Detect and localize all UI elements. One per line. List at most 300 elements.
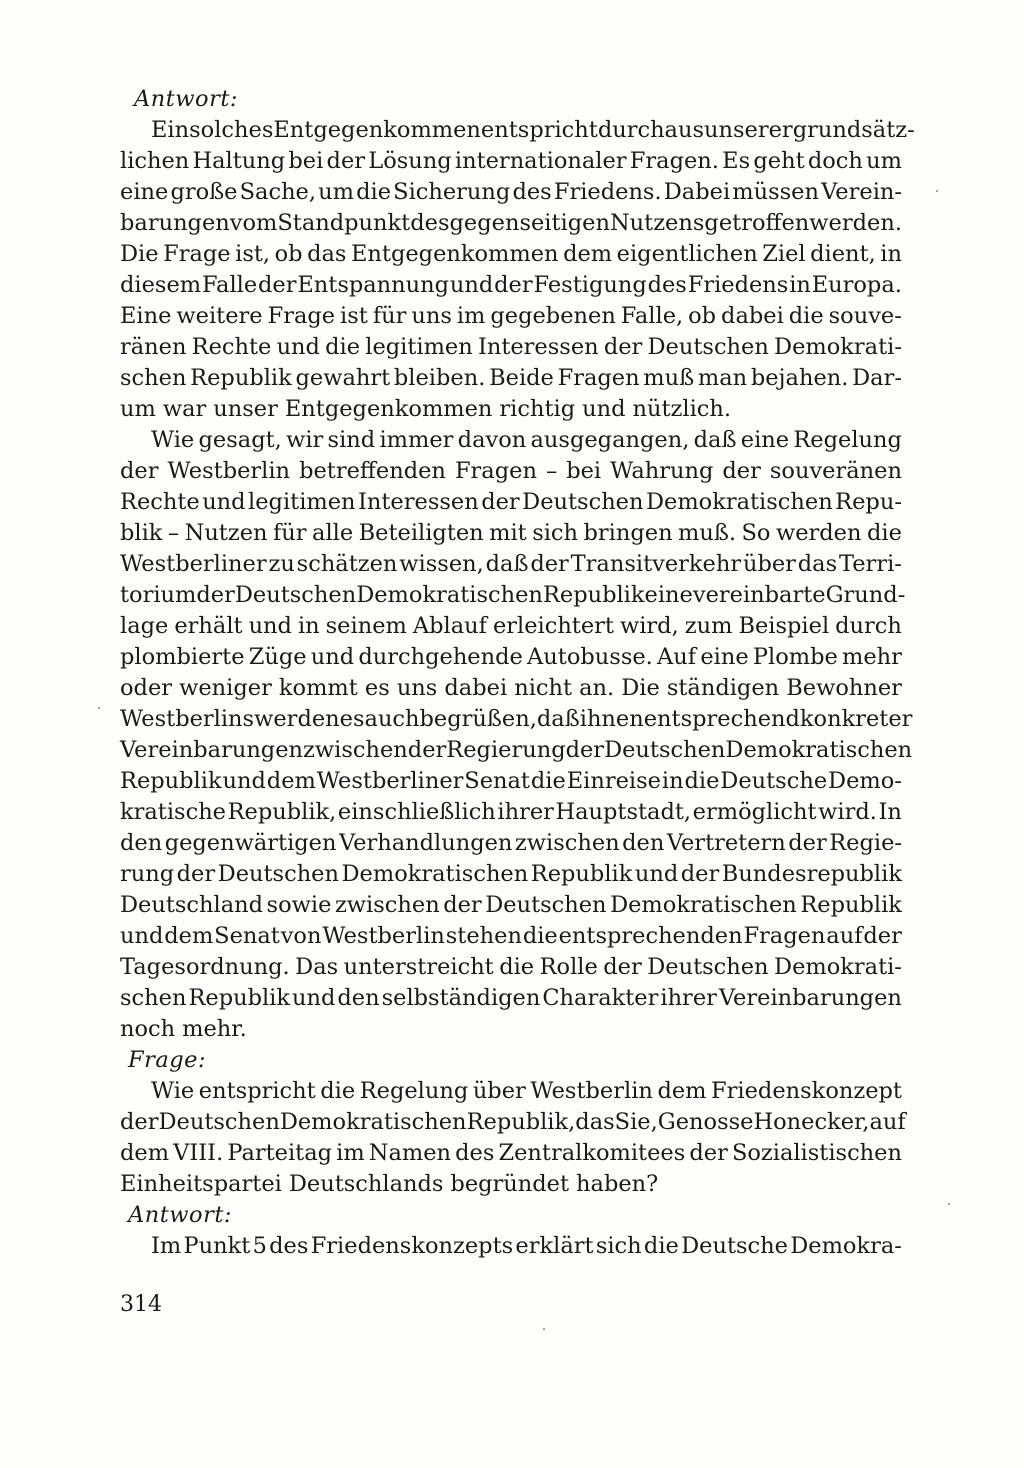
word: Genosse [657, 1109, 754, 1135]
text-line [120, 332, 902, 363]
word: von [280, 923, 322, 949]
word: zwischen [514, 830, 620, 856]
word: Deutschen [522, 489, 644, 515]
word: Demokratischen [279, 1109, 467, 1135]
word: Demokra- [790, 1233, 902, 1259]
word: zu [268, 551, 295, 577]
word: die [866, 520, 902, 546]
word: den [337, 985, 380, 1011]
word: und [449, 272, 494, 298]
word: plombierte [120, 644, 245, 670]
word: der [788, 830, 827, 856]
word: gegenseitigen [449, 210, 610, 236]
word: So [741, 520, 771, 546]
word: daß [693, 427, 737, 453]
word: davon [457, 427, 527, 453]
word: Friedenskonzept [711, 1078, 902, 1104]
word: Sie, [614, 1109, 658, 1135]
word: Interessen [477, 334, 599, 360]
word: Deutschen [158, 1109, 280, 1135]
word: der [494, 272, 533, 298]
word: Interessen [358, 489, 479, 515]
word: vom [229, 210, 278, 236]
word: Westberlin [530, 1078, 653, 1104]
word: Westberlin [322, 923, 445, 949]
word: Grund- [825, 582, 906, 608]
word: mehr [842, 644, 902, 670]
word: eine [120, 179, 169, 205]
word: um [866, 148, 902, 174]
word: durchgehende [358, 644, 523, 670]
paragraph [120, 115, 915, 425]
word: man [697, 365, 748, 391]
word: Sozialistischen [731, 1140, 902, 1166]
word: muß. [678, 520, 737, 546]
word: wird. [818, 799, 877, 825]
section-heading: Antwort: [128, 1202, 232, 1228]
word: Entspannung [297, 272, 450, 298]
word: Haltung [192, 148, 286, 174]
text-line [120, 394, 902, 425]
word: Die [621, 675, 660, 701]
word: Nutzen [184, 520, 268, 546]
text-line [120, 1107, 906, 1138]
word: daß [536, 706, 580, 732]
word: wir [286, 427, 324, 453]
word: für [272, 520, 307, 546]
word: In [878, 799, 902, 825]
word: die [522, 923, 558, 949]
word: Friedenskonzepts [310, 1233, 514, 1259]
word: Deutschen [604, 737, 726, 763]
word: mehr. [182, 1016, 247, 1042]
word: diesem [120, 272, 202, 298]
word: Wie [151, 427, 195, 453]
word: ausgegangen, [530, 427, 690, 453]
word: Rechte [191, 334, 272, 360]
word: der [565, 737, 605, 763]
word: ihrer [497, 799, 554, 825]
word: Fragen. [629, 148, 719, 174]
word: Beide [489, 365, 554, 391]
word: im [336, 1140, 365, 1166]
word: um [120, 396, 156, 422]
word: der [176, 861, 216, 887]
word: war [162, 396, 207, 422]
word: nützlich. [632, 396, 732, 422]
word: Beispiel [738, 613, 830, 639]
word: das [575, 1109, 615, 1135]
word: Westberlins [120, 706, 255, 732]
word: Republik [188, 985, 291, 1011]
word: internationaler [454, 148, 627, 174]
word: Republik [120, 768, 222, 794]
word: – [545, 458, 558, 484]
word: selbständigen [381, 985, 541, 1011]
word: immer [379, 427, 454, 453]
word: Senat [464, 768, 530, 794]
word: die [499, 954, 535, 980]
word: Republik [800, 892, 902, 918]
word: und [582, 396, 626, 422]
word: Terri- [838, 551, 902, 577]
word: ob [688, 303, 717, 329]
text-line [120, 797, 902, 828]
word: mit [489, 520, 527, 546]
word: ihrer [660, 985, 717, 1011]
word: stehen [445, 923, 522, 949]
word: sich [532, 520, 579, 546]
word: torium [120, 582, 197, 608]
word: dabei [721, 303, 784, 329]
text-line [120, 828, 902, 859]
word: zwischen [303, 737, 408, 763]
word: in [880, 241, 902, 267]
word: Die [120, 241, 159, 267]
word: Demo- [828, 768, 902, 794]
word: Vereinbarungen [120, 737, 304, 763]
word: den [120, 830, 163, 856]
word: bejahen. [750, 365, 849, 391]
word: die [684, 768, 720, 794]
word: entsprechenden [558, 923, 743, 949]
word: Transitverkehr [570, 551, 742, 577]
word: des [647, 272, 687, 298]
word: und [222, 768, 266, 794]
word: Punkt [183, 1233, 251, 1259]
word: Repu- [835, 489, 902, 515]
word: Regelung [359, 1078, 469, 1104]
word: über [742, 551, 796, 577]
text-line [120, 704, 913, 735]
word: uns [396, 675, 438, 701]
word: Bewohner [786, 675, 902, 701]
word: lage [120, 613, 169, 639]
text-line [120, 208, 902, 239]
word: der [258, 272, 297, 298]
word: legitimen [248, 489, 356, 515]
word: barungen [120, 210, 230, 236]
text-line [120, 983, 902, 1014]
word: Westberlin [167, 458, 291, 484]
word: Beteiligten [358, 520, 484, 546]
word: Frage [163, 241, 231, 267]
word: VIII. [173, 1140, 224, 1166]
text-line [120, 177, 902, 208]
word: souveränen [769, 458, 902, 484]
word: entspricht [198, 1078, 316, 1104]
word: Deutschen [647, 334, 769, 360]
word: Ein [151, 117, 190, 143]
word: das [797, 551, 838, 577]
word: Das [295, 954, 339, 980]
text-line [120, 146, 902, 177]
word: kratische [120, 799, 226, 825]
word: Demokrati- [774, 954, 902, 980]
word: schätzen [296, 551, 398, 577]
text-line [120, 921, 902, 952]
word: Hauptstadt, [555, 799, 692, 825]
word: Senat [214, 923, 280, 949]
word: erhält [174, 613, 243, 639]
word: Entgegenkommen [273, 117, 481, 143]
text-line [120, 456, 902, 487]
text-line [120, 1138, 902, 1169]
word: schen [120, 365, 187, 391]
word: Honecker, [753, 1109, 870, 1135]
word: gegenwärtigen [164, 830, 337, 856]
word: und [276, 334, 320, 360]
word: Fragen [557, 365, 640, 391]
word: – [167, 520, 180, 546]
word: Deutschland [120, 892, 264, 918]
word: ihnen [579, 706, 644, 732]
text-line [120, 859, 902, 890]
word: ob [274, 241, 303, 267]
word: Republik, [466, 1109, 576, 1135]
word: richtig [499, 396, 576, 422]
text-line [120, 1076, 902, 1107]
word: Demokratischen [645, 489, 833, 515]
word: bringen [583, 520, 673, 546]
word: Züge [248, 644, 307, 670]
word: Westberliner [120, 551, 267, 577]
text-line [120, 673, 902, 704]
word: der [603, 334, 643, 360]
word: einschließlich [337, 799, 496, 825]
word: dient, [810, 241, 876, 267]
word: unserer [704, 117, 793, 143]
word: Regierung [446, 737, 566, 763]
section-heading: Frage: [128, 1047, 207, 1073]
word: Entgegenkommen [350, 241, 559, 267]
word: Deutschen [234, 582, 357, 608]
word: die [356, 179, 392, 205]
word: Rechte [120, 489, 200, 515]
text-line [120, 642, 902, 673]
text-line [120, 611, 902, 642]
word: Vereinbarungen [718, 985, 902, 1011]
word: uns [411, 303, 452, 329]
word: sind [327, 427, 376, 453]
word: Tagesordnung. [120, 954, 290, 980]
word: die [325, 334, 361, 360]
word: der [722, 458, 761, 484]
word: ist [340, 303, 368, 329]
word: den [622, 830, 665, 856]
word: Republik [542, 582, 645, 608]
word: ist, [235, 241, 271, 267]
word: auf [869, 1109, 906, 1135]
word: Plombe [752, 644, 838, 670]
text-line [120, 766, 902, 797]
word: die [788, 303, 824, 329]
word: der [196, 582, 235, 608]
word: der [689, 1140, 728, 1166]
word: Fragen [743, 923, 826, 949]
word: und [292, 985, 336, 1011]
word: Parteitag [227, 1140, 333, 1166]
word: der [443, 892, 482, 918]
word: entsprechend [643, 706, 800, 732]
word: eine [740, 427, 790, 453]
word: große [170, 179, 238, 205]
word: Republik, [227, 799, 337, 825]
word: lichen [120, 148, 190, 174]
text-line [120, 1014, 902, 1045]
word: oder [120, 675, 173, 701]
word: eine [644, 582, 693, 608]
word: vereinbarte [692, 582, 826, 608]
word: Friedens [687, 272, 789, 298]
word: ränen [120, 334, 187, 360]
paragraph [120, 1076, 906, 1200]
word: seinem [325, 613, 407, 639]
word: Vertretern [666, 830, 786, 856]
word: dem [120, 1140, 170, 1166]
word: Demokratischen [610, 892, 797, 918]
word: noch [120, 1016, 176, 1042]
word: für [372, 303, 407, 329]
word: die [530, 768, 566, 794]
word: Deutsche [681, 1233, 788, 1259]
word: zum [684, 613, 733, 639]
word: Sicherung [393, 179, 511, 205]
word: wird, [619, 613, 679, 639]
word: Falle, [620, 303, 684, 329]
word: daß [485, 551, 529, 577]
word: des [512, 179, 552, 205]
word: des [410, 210, 450, 236]
paragraph [120, 1231, 902, 1262]
word: Deutsche [720, 768, 828, 794]
word: nicht [514, 675, 573, 701]
word: betreffenden [299, 458, 446, 484]
word: über [472, 1078, 526, 1104]
word: gegebenen [490, 303, 616, 329]
word: bei [288, 148, 324, 174]
word: Demokratischen [725, 737, 913, 763]
word: Ziel [762, 241, 806, 267]
word: Autobusse. [527, 644, 653, 670]
section-heading: Antwort: [134, 86, 238, 112]
word: es [339, 706, 365, 732]
text-line [120, 239, 902, 270]
word: des [269, 1233, 309, 1259]
print-speck [98, 707, 100, 709]
word: bei [566, 458, 602, 484]
word: es [364, 675, 390, 701]
word: Fragen [454, 458, 537, 484]
word: gesagt, [198, 427, 282, 453]
word: werden [775, 520, 862, 546]
word: Einheitspartei [120, 1171, 282, 1197]
text-line [120, 952, 902, 983]
word: muß [643, 365, 695, 391]
word: sowie [266, 892, 332, 918]
word: Regelung [793, 427, 902, 453]
page-body-text [120, 84, 915, 1262]
word: Auf [657, 644, 697, 670]
word: durch [835, 613, 902, 639]
word: der [326, 148, 366, 174]
word: um [318, 179, 354, 205]
word: haben? [576, 1171, 659, 1197]
word: und [634, 861, 679, 887]
word: das [307, 241, 347, 267]
word: in [661, 768, 684, 794]
word: Demokrati- [774, 334, 902, 360]
word: der [680, 861, 720, 887]
word: der [120, 458, 159, 484]
word: der [603, 954, 642, 980]
word: und [202, 489, 246, 515]
word: ständigen [666, 675, 780, 701]
word: sich [595, 1233, 642, 1259]
print-speck [948, 1203, 950, 1205]
word: dem [164, 923, 214, 949]
text-line [120, 518, 902, 549]
word: werden. [809, 210, 902, 236]
word: kommt [278, 675, 358, 701]
word: 5 [252, 1233, 267, 1259]
word: erklärt [515, 1233, 594, 1259]
word: Republik [190, 365, 292, 391]
word: Verein- [821, 179, 902, 205]
word: Deutschen [647, 954, 769, 980]
word: Deutschen [485, 892, 607, 918]
word: Dabei [663, 179, 731, 205]
word: begründet [450, 1171, 570, 1197]
word: geht [753, 148, 805, 174]
word: wissen, [399, 551, 484, 577]
word: Dar- [852, 365, 902, 391]
word: eigentlichen [616, 241, 758, 267]
word: in [789, 272, 811, 298]
word: Namen [368, 1140, 452, 1166]
word: Frage [267, 303, 336, 329]
text-line [120, 1169, 902, 1200]
word: Deutschlands [288, 1171, 444, 1197]
word: dem [563, 241, 613, 267]
word: im [456, 303, 486, 329]
print-speck [936, 190, 938, 192]
print-speck [543, 1328, 545, 1330]
word: und [120, 923, 164, 949]
word: getroffen [704, 210, 810, 236]
text-line [120, 735, 913, 766]
word: die [320, 1078, 356, 1104]
word: Rolle [539, 954, 598, 980]
word: dabei [444, 675, 508, 701]
word: unser [213, 396, 278, 422]
word: auch [364, 706, 420, 732]
word: Europa. [811, 272, 902, 298]
word: Festigung [533, 272, 647, 298]
word: entspricht [480, 117, 598, 143]
word: Im [151, 1233, 182, 1259]
word: werden [254, 706, 340, 732]
word: Westberliner [316, 768, 464, 794]
paragraph [120, 425, 913, 1045]
word: Lösung [368, 148, 452, 174]
word: rung [120, 861, 175, 887]
word: schen [120, 985, 187, 1011]
word: unterstreicht [343, 954, 494, 980]
word: konkreter [799, 706, 913, 732]
text-line [120, 580, 906, 611]
word: dem [657, 1078, 707, 1104]
